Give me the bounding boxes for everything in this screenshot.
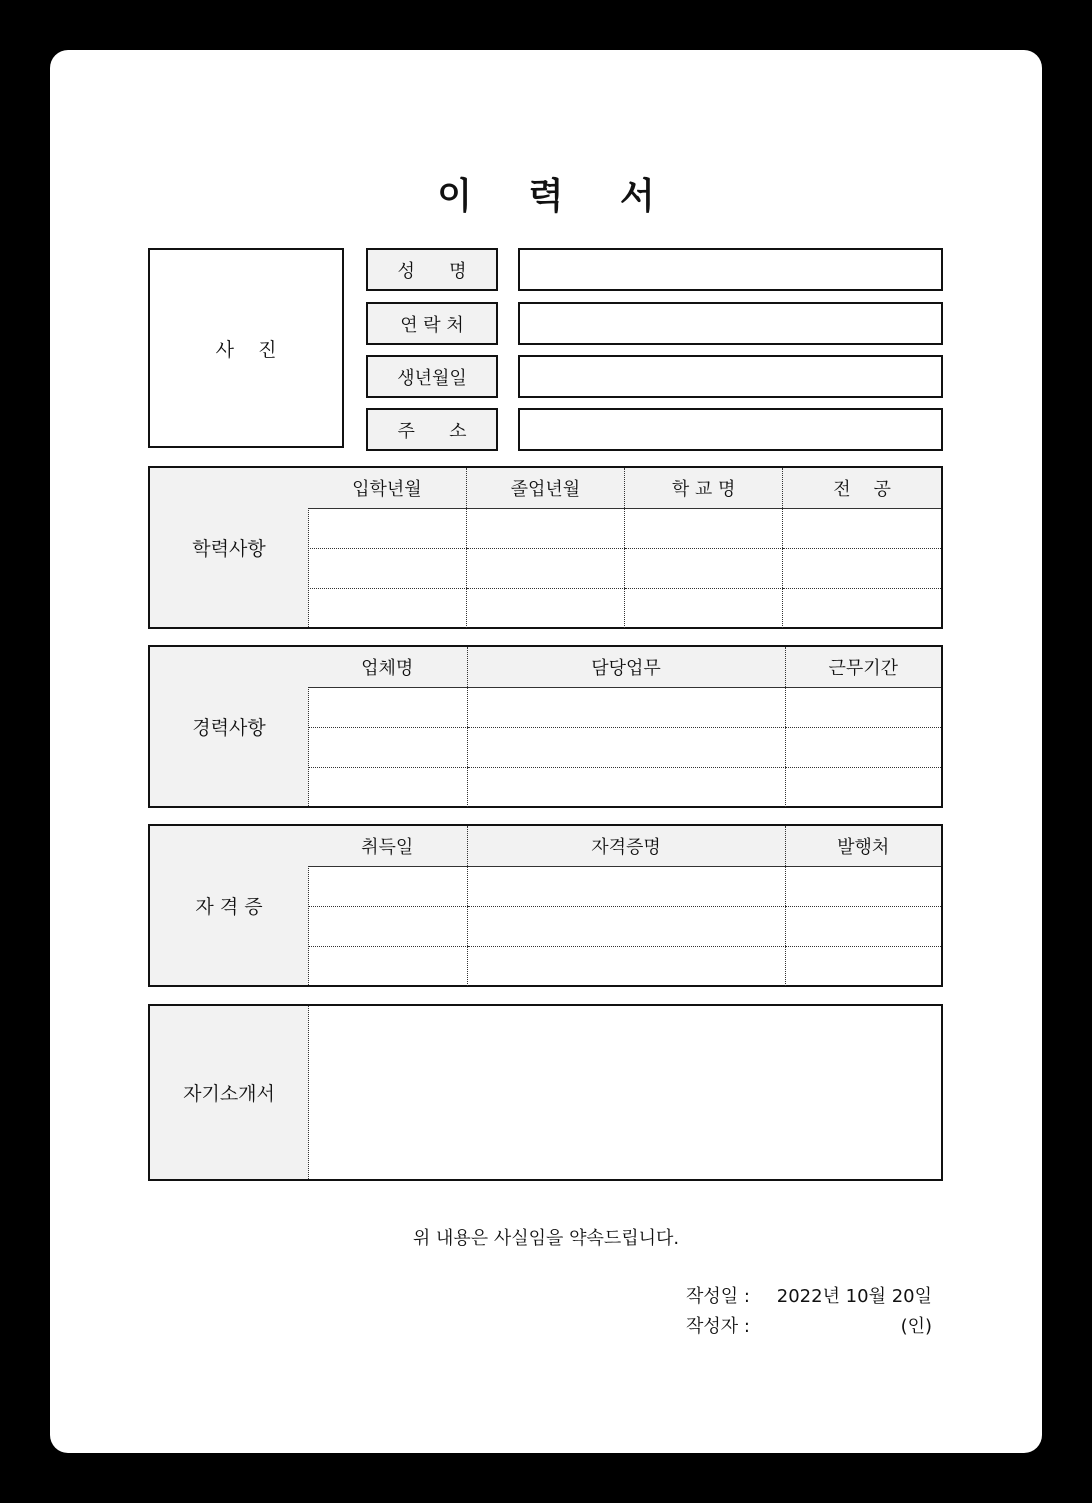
name-label: 성 명 xyxy=(366,248,498,291)
education-section xyxy=(148,466,943,629)
license-cell[interactable] xyxy=(467,906,785,946)
author-label: 작성자 : xyxy=(686,1316,750,1337)
education-cell[interactable] xyxy=(783,588,941,628)
education-cell[interactable] xyxy=(625,548,783,588)
license-header: 자격증명 xyxy=(467,826,785,866)
career-cell[interactable] xyxy=(467,767,785,807)
education-cell[interactable] xyxy=(466,508,624,548)
career-header: 업체명 xyxy=(308,647,467,687)
author-line xyxy=(686,1312,932,1338)
intro-section xyxy=(148,1004,943,1181)
written-date-value[interactable]: 2022년 10월 20일 xyxy=(776,1286,932,1307)
license-cell[interactable] xyxy=(467,946,785,986)
table-row xyxy=(308,727,941,767)
education-cell[interactable] xyxy=(625,588,783,628)
education-cell[interactable] xyxy=(308,508,466,548)
career-table xyxy=(308,647,941,807)
career-cell[interactable] xyxy=(785,767,941,807)
license-cell[interactable] xyxy=(308,906,467,946)
career-cell[interactable] xyxy=(308,767,467,807)
education-header: 전 공 xyxy=(783,468,941,508)
license-cell[interactable] xyxy=(785,906,941,946)
photo-box[interactable]: 사 진 xyxy=(148,248,344,448)
contact-field[interactable] xyxy=(518,302,943,345)
contact-label: 연 락 처 xyxy=(366,302,498,345)
pledge-text: 위 내용은 사실임을 약속드립니다. xyxy=(412,1228,680,1249)
education-header: 입학년월 xyxy=(308,468,466,508)
license-header: 발행처 xyxy=(785,826,941,866)
table-row xyxy=(308,548,941,588)
table-row xyxy=(308,866,941,906)
address-label: 주 소 xyxy=(366,408,498,451)
intro-label: 자기소개서 xyxy=(150,1006,309,1179)
license-cell[interactable] xyxy=(467,866,785,906)
birthdate-field[interactable] xyxy=(518,355,943,398)
career-header: 근무기간 xyxy=(785,647,941,687)
education-cell[interactable] xyxy=(308,588,466,628)
license-cell[interactable] xyxy=(308,866,467,906)
document-title: 이 력 서 xyxy=(437,176,677,217)
table-row xyxy=(308,767,941,807)
intro-textarea[interactable] xyxy=(308,1006,941,1179)
education-cell[interactable] xyxy=(466,548,624,588)
education-cell[interactable] xyxy=(625,508,783,548)
education-cell[interactable] xyxy=(466,588,624,628)
career-cell[interactable] xyxy=(467,687,785,727)
name-field[interactable] xyxy=(518,248,943,291)
license-section xyxy=(148,824,943,987)
education-cell[interactable] xyxy=(308,548,466,588)
resume-page xyxy=(50,50,1042,1453)
career-cell[interactable] xyxy=(785,687,941,727)
education-header: 학 교 명 xyxy=(625,468,783,508)
seal-mark: (인) xyxy=(900,1316,932,1337)
license-cell[interactable] xyxy=(785,866,941,906)
table-row xyxy=(308,508,941,548)
career-cell[interactable] xyxy=(785,727,941,767)
license-cell[interactable] xyxy=(308,946,467,986)
license-header: 취득일 xyxy=(308,826,467,866)
career-cell[interactable] xyxy=(308,727,467,767)
table-row xyxy=(308,687,941,727)
education-header: 졸업년월 xyxy=(466,468,624,508)
career-cell[interactable] xyxy=(467,727,785,767)
education-cell[interactable] xyxy=(783,508,941,548)
career-section xyxy=(148,645,943,808)
career-header: 담당업무 xyxy=(467,647,785,687)
education-cell[interactable] xyxy=(783,548,941,588)
table-row xyxy=(308,946,941,986)
education-table xyxy=(308,468,941,628)
written-date-label: 작성일 : xyxy=(686,1286,750,1307)
license-table xyxy=(308,826,941,986)
education-label: 학력사항 xyxy=(150,468,309,627)
license-label: 자 격 증 xyxy=(150,826,309,985)
career-cell[interactable] xyxy=(308,687,467,727)
table-row xyxy=(308,588,941,628)
license-cell[interactable] xyxy=(785,946,941,986)
table-row xyxy=(308,906,941,946)
birthdate-label: 생년월일 xyxy=(366,355,498,398)
career-label: 경력사항 xyxy=(150,647,309,806)
address-field[interactable] xyxy=(518,408,943,451)
written-date-line xyxy=(686,1282,932,1308)
